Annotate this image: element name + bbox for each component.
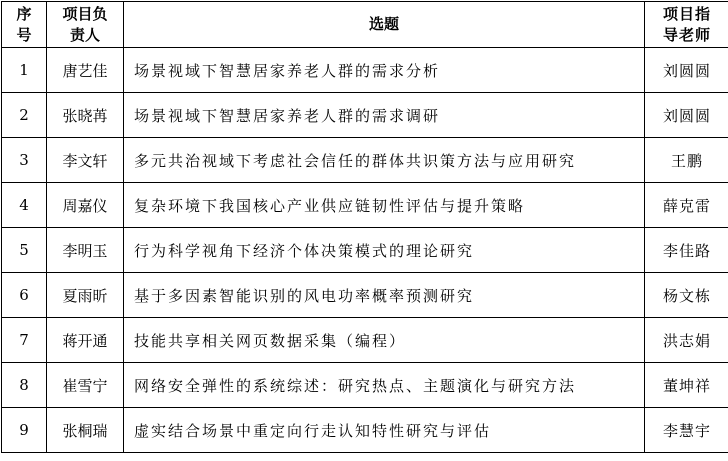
row-topic: 虚实结合场景中重定向行走认知特性研究与评估 [124, 408, 645, 453]
table-row [2, 138, 728, 183]
table-row [2, 183, 728, 228]
table-row [2, 318, 728, 363]
row-lead: 蒋开通 [47, 318, 124, 363]
table-row [2, 363, 728, 408]
row-lead: 张桐瑞 [47, 408, 124, 453]
row-no: 6 [2, 273, 47, 318]
row-advisor: 李佳路 [645, 228, 728, 273]
table-row [2, 408, 728, 453]
table-header-row [2, 2, 728, 48]
row-topic: 场景视域下智慧居家养老人群的需求调研 [124, 93, 645, 138]
table-row [2, 93, 728, 138]
header-lead-line1: 项目负 [47, 4, 123, 25]
header-advisor-line2: 导老师 [645, 25, 728, 46]
row-no: 5 [2, 228, 47, 273]
row-no: 3 [2, 138, 47, 183]
header-no-line1: 序 [2, 4, 46, 25]
header-no [2, 2, 47, 48]
row-advisor: 薛克雷 [645, 183, 728, 228]
header-advisor [645, 2, 728, 48]
row-no: 1 [2, 48, 47, 93]
row-lead: 李明玉 [47, 228, 124, 273]
row-topic: 技能共享相关网页数据采集（编程） [124, 318, 645, 363]
table-row [2, 228, 728, 273]
row-advisor: 王鹏 [645, 138, 728, 183]
row-advisor: 李慧宇 [645, 408, 728, 453]
row-topic: 行为科学视角下经济个体决策模式的理论研究 [124, 228, 645, 273]
row-topic: 网络安全弹性的系统综述：研究热点、主题演化与研究方法 [124, 363, 645, 408]
table-row [2, 273, 728, 318]
header-advisor-line1: 项目指 [645, 4, 728, 25]
row-advisor: 董坤祥 [645, 363, 728, 408]
project-table [1, 1, 728, 453]
header-no-line2: 号 [2, 25, 46, 46]
row-topic: 复杂环境下我国核心产业供应链韧性评估与提升策略 [124, 183, 645, 228]
row-lead: 崔雪宁 [47, 363, 124, 408]
row-advisor: 刘圆圆 [645, 48, 728, 93]
row-no: 2 [2, 93, 47, 138]
table-row [2, 48, 728, 93]
header-lead-line2: 责人 [47, 25, 123, 46]
row-topic: 场景视域下智慧居家养老人群的需求分析 [124, 48, 645, 93]
row-no: 7 [2, 318, 47, 363]
row-lead: 李文轩 [47, 138, 124, 183]
row-advisor: 洪志娟 [645, 318, 728, 363]
row-lead: 周嘉仪 [47, 183, 124, 228]
row-advisor: 刘圆圆 [645, 93, 728, 138]
header-lead [47, 2, 124, 48]
row-no: 9 [2, 408, 47, 453]
row-topic: 基于多因素智能识别的风电功率概率预测研究 [124, 273, 645, 318]
row-topic: 多元共治视域下考虑社会信任的群体共识策方法与应用研究 [124, 138, 645, 183]
row-lead: 夏雨昕 [47, 273, 124, 318]
row-lead: 张晓苒 [47, 93, 124, 138]
row-advisor: 杨文栋 [645, 273, 728, 318]
header-topic: 选题 [124, 2, 645, 48]
row-no: 4 [2, 183, 47, 228]
row-no: 8 [2, 363, 47, 408]
row-lead: 唐艺佳 [47, 48, 124, 93]
